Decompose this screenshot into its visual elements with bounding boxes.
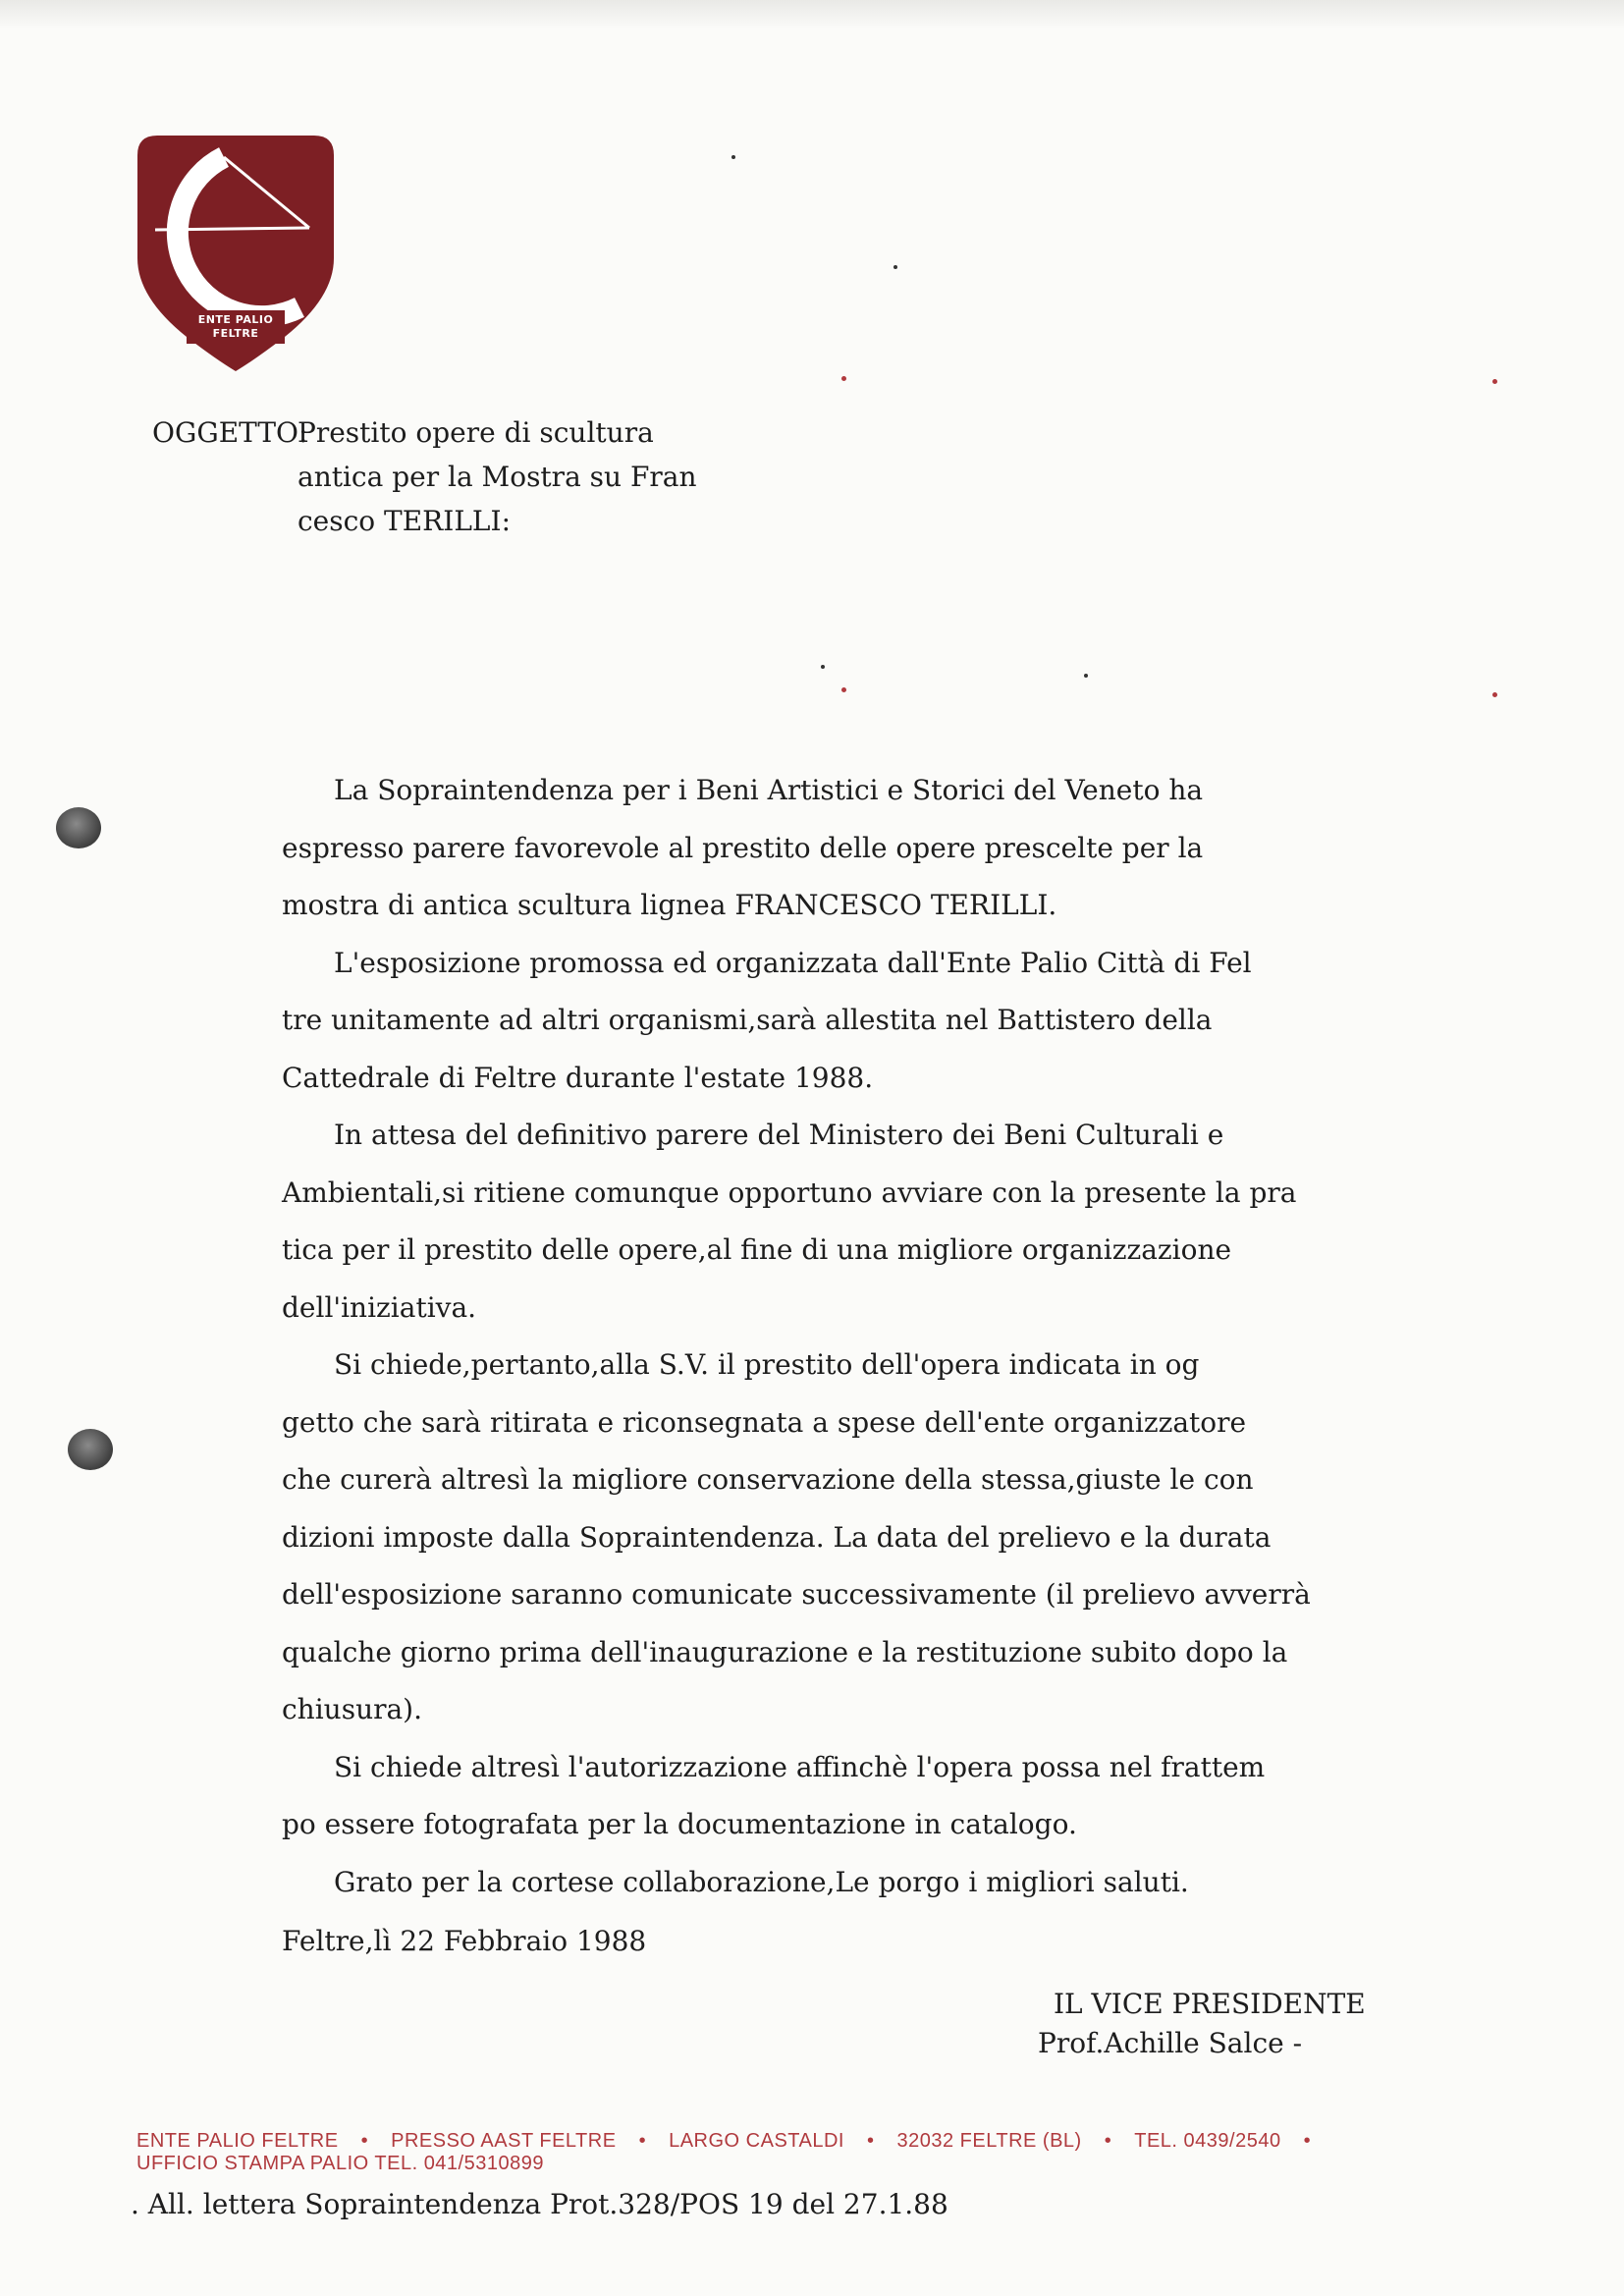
subject-line: cesco TERILLI: (298, 505, 511, 537)
speck (731, 155, 735, 159)
body-line: mostra di antica scultura lignea FRANCESCO TERILLI. (282, 889, 1057, 921)
body-line: dizioni imposte dalla Sopraintendenza. La data del prelievo e la durata (282, 1520, 1272, 1554)
footer-item: LARGO CASTALDI (669, 2130, 844, 2152)
footer-address-row (136, 2130, 1333, 2153)
footer-separator: • (638, 2130, 647, 2152)
footer-separator: • (360, 2130, 369, 2152)
body-line: Cattedrale di Feltre durante l'estate 1988. (282, 1061, 874, 1094)
body-line: Ambientali,si ritiene comunque opportuno avviare con la presente la pra (282, 1175, 1297, 1209)
footer-item: 32032 FELTRE (BL) (896, 2130, 1082, 2152)
body-line: dell'esposizione saranno comunicate successivamente (il prelievo avverrà (282, 1578, 1311, 1611)
logo-line-1: ENTE PALIO (197, 313, 274, 326)
body-line: Si chiede altresì l'autorizzazione affinchè l'opera possa nel frattem (334, 1750, 1266, 1783)
speck (841, 376, 846, 381)
punch-hole-top (56, 807, 101, 848)
signature-block (1038, 1985, 1366, 2063)
letter-date: Feltre,lì 22 Febbraio 1988 (282, 1925, 647, 1957)
footer-item: ENTE PALIO FELTRE (136, 2130, 339, 2152)
letter-body (282, 771, 1480, 1920)
speck (893, 265, 897, 269)
letterhead-footer (136, 2130, 1333, 2175)
footer-separator: • (866, 2130, 875, 2152)
footer-item: PRESSO AAST FELTRE (391, 2130, 617, 2152)
footer-separator: • (1303, 2130, 1312, 2152)
body-line: getto che sarà ritirata e riconsegnata a spese dell'ente organizzatore (282, 1405, 1247, 1439)
shield-emblem-icon (137, 136, 334, 376)
logo-line-2: FELTRE (212, 327, 259, 340)
ente-palio-logo (137, 136, 334, 376)
subject-line: antica per la Mostra su Fran (298, 461, 697, 493)
subject-line: Prestito opere di scultura (298, 416, 654, 449)
body-line: dell'iniziativa. (282, 1290, 477, 1324)
speck (1492, 692, 1497, 697)
attachment-note: . All. lettera Sopraintendenza Prot.328/POS 19 del 27.1.88 (131, 2188, 948, 2220)
footer-separator: • (1104, 2130, 1112, 2152)
footer-item: TEL. 0439/2540 (1134, 2130, 1281, 2152)
body-line: Si chiede,pertanto,alla S.V. il prestito dell'opera indicata in og (334, 1348, 1200, 1381)
subject-block (152, 410, 697, 537)
body-line: espresso parere favorevole al prestito delle opere prescelte per la (282, 831, 1204, 864)
body-line: Grato per la cortese collaborazione,Le porgo i migliori saluti. (334, 1865, 1189, 1898)
footer-press-office: UFFICIO STAMPA PALIO TEL. 041/5310899 (136, 2153, 544, 2174)
body-line: In attesa del definitivo parere del Ministero dei Beni Culturali e (334, 1119, 1224, 1151)
body-line: La Sopraintendenza per i Beni Artistici e Storici del Veneto ha (334, 774, 1204, 806)
speck (821, 665, 825, 669)
signature-name: Prof.Achille Salce - (1038, 2027, 1303, 2059)
speck (1492, 379, 1497, 384)
body-line: po essere fotografata per la documentazione in catalogo. (282, 1808, 1077, 1840)
speck (841, 687, 846, 692)
body-line: chiusura). (282, 1693, 423, 1725)
scan-edge (0, 0, 1624, 29)
signature-title: IL VICE PRESIDENTE (1054, 1988, 1366, 2020)
body-line: che curerà altresì la migliore conservazione della stessa,giuste le con (282, 1463, 1254, 1496)
body-line: tica per il prestito delle opere,al fine di una migliore organizzazione (282, 1233, 1232, 1266)
subject-label: OGGETTO: (152, 416, 308, 449)
body-line: qualche giorno prima dell'inaugurazione e la restituzione subito dopo la (282, 1635, 1288, 1668)
punch-hole-bottom (68, 1429, 113, 1470)
body-line: tre unitamente ad altri organismi,sarà allestita nel Battistero della (282, 1004, 1213, 1036)
speck (1084, 674, 1088, 678)
body-line: L'esposizione promossa ed organizzata dall'Ente Palio Città di Fel (334, 946, 1252, 979)
